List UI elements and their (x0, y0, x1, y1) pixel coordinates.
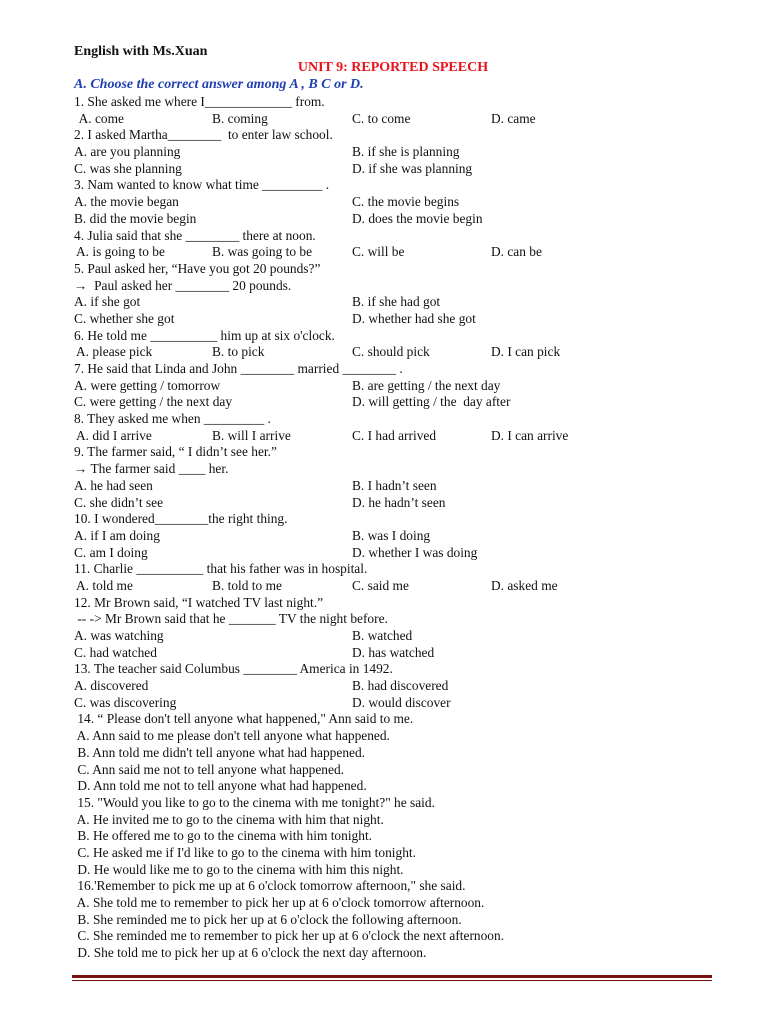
question-line (74, 595, 714, 612)
answer-option: B. I hadn’t seen (352, 477, 437, 493)
answer-option: C. I had arrived (352, 427, 437, 443)
question-text: B. He offered me to go to the cinema with him tonight. (74, 828, 373, 844)
question-line (74, 728, 714, 745)
answer-option: C. had watched (74, 644, 157, 660)
question-text: -- -> Mr Brown said that he _______ TV the night before. (74, 611, 388, 627)
answer-option: C. will be (352, 244, 405, 260)
answer-option: D. whether had she got (352, 310, 476, 326)
question-line (74, 661, 714, 678)
question-text: 2. I asked Martha________ to enter law school. (74, 127, 333, 143)
question-text: 3. Nam wanted to know what time _________ . (74, 177, 330, 193)
answer-option: C. were getting / the next day (74, 394, 233, 410)
question-text: 10. I wondered________the right thing. (74, 511, 288, 527)
answer-option: D. will getting / the day after (352, 394, 511, 410)
section-a-instruction: A. Choose the correct answer among A , B C or D. (74, 77, 364, 92)
answer-option: D. does the movie begin (352, 210, 483, 226)
question-text: A. He invited me to go to the cinema with him that night. (74, 811, 384, 827)
answer-option: C. whether she got (74, 310, 175, 326)
answer-option: A. did I arrive (76, 427, 152, 443)
answer-options-row (74, 211, 714, 228)
answer-option: A. was watching (74, 628, 164, 643)
answer-options-row (74, 528, 714, 545)
answer-option: C. she didn’t see (74, 494, 164, 510)
answer-option: B. if she had got (352, 294, 441, 310)
answer-options-row (74, 194, 714, 211)
answer-option: C. am I doing (74, 544, 148, 560)
answer-option: D. I can arrive (491, 427, 569, 443)
answer-options-row (74, 695, 714, 712)
question-text: A. She told me to remember to pick her up at 6 o'clock tomorrow afternoon. (74, 895, 485, 910)
answer-option: B. to pick (212, 344, 265, 360)
question-line (74, 912, 714, 929)
question-line (74, 511, 714, 528)
answer-option: B. was I doing (352, 527, 431, 543)
answer-option: C. to come (352, 110, 411, 126)
answer-options-row (74, 144, 714, 161)
question-text: 6. He told me __________ him up at six o'clock. (74, 327, 335, 343)
answer-option: B. told to me (212, 577, 282, 593)
answer-option: D. came (491, 110, 536, 126)
footer-rule-thin (72, 980, 712, 981)
answer-option: A. if I am doing (74, 527, 160, 543)
answer-option: A. the movie began (74, 194, 179, 210)
question-line (74, 928, 714, 945)
question-line (74, 945, 714, 962)
question-line (74, 828, 714, 845)
answer-option: A. he had seen (74, 477, 153, 493)
answer-options-row (74, 344, 714, 361)
question-text: 12. Mr Brown said, “I watched TV last night.” (74, 594, 324, 610)
question-line (74, 177, 714, 194)
unit-title: UNIT 9: REPORTED SPEECH (297, 60, 489, 75)
question-line (74, 94, 714, 111)
answer-options-row (74, 294, 714, 311)
question-line (74, 795, 714, 812)
question-text: D. He would like me to go to the cinema with him this night. (74, 861, 404, 877)
answer-option: A. please pick (76, 344, 153, 360)
answer-options-row (74, 111, 714, 128)
answer-option: D. I can pick (491, 344, 561, 360)
author-header: English with Ms.Xuan (74, 44, 208, 59)
question-text: → The farmer said ____ her. (74, 461, 229, 477)
question-line (74, 261, 714, 278)
question-line (74, 561, 714, 578)
answer-options-row (74, 311, 714, 328)
answer-options-row (74, 161, 714, 178)
question-line (74, 278, 714, 295)
question-text: 7. He said that Linda and John ________ married ________ . (74, 361, 403, 376)
question-line (74, 895, 714, 912)
question-line (74, 328, 714, 345)
answer-option: A. were getting / tomorrow (74, 377, 221, 393)
question-text: → Paul asked her ________ 20 pounds. (74, 277, 292, 293)
answer-option: D. would discover (352, 694, 451, 710)
answer-options-row (74, 578, 714, 595)
answer-option: D. has watched (352, 644, 435, 660)
question-text: C. She reminded me to remember to pick her up at 6 o'clock the next afternoon. (74, 928, 505, 944)
question-line (74, 361, 714, 378)
answer-option: A. come (76, 110, 124, 126)
answer-options-row (74, 244, 714, 261)
question-list (74, 94, 714, 962)
answer-option: A. are you planning (74, 144, 181, 160)
question-text: 8. They asked me when _________ . (74, 411, 271, 427)
answer-option: C. said me (352, 577, 409, 593)
answer-options-row (74, 678, 714, 695)
answer-option: B. if she is planning (352, 144, 460, 160)
question-text: 9. The farmer said, “ I didn’t see her.” (74, 444, 277, 460)
answer-options-row (74, 394, 714, 411)
question-line (74, 461, 714, 478)
answer-option: B. was going to be (212, 244, 313, 260)
question-text: 16.'Remember to pick me up at 6 o'clock tomorrow afternoon," she said. (74, 878, 466, 894)
question-text: 4. Julia said that she ________ there at noon. (74, 227, 316, 243)
answer-options-row (74, 645, 714, 662)
question-text: A. Ann said to me please don't tell anyone what happened. (74, 728, 390, 744)
answer-option: C. was discovering (74, 694, 177, 710)
question-text: 1. She asked me where I_____________ from. (74, 94, 325, 109)
question-line (74, 762, 714, 779)
answer-option: D. whether I was doing (352, 544, 478, 560)
question-line (74, 812, 714, 829)
question-line (74, 228, 714, 245)
answer-option: C. was she planning (74, 160, 182, 176)
answer-options-row (74, 378, 714, 395)
answer-options-row (74, 428, 714, 445)
answer-options-row (74, 478, 714, 495)
answer-option: B. are getting / the next day (352, 377, 501, 393)
answer-option: A. if she got (74, 294, 141, 310)
question-text: 14. “ Please don't tell anyone what happened," Ann said to me. (74, 711, 414, 727)
answer-options-row (74, 628, 714, 645)
answer-option: D. if she was planning (352, 160, 473, 176)
answer-options-row (74, 545, 714, 562)
answer-option: B. had discovered (352, 678, 449, 694)
footer-rule (72, 975, 712, 981)
answer-option: A. discovered (74, 678, 149, 694)
answer-option: D. can be (491, 244, 542, 260)
question-text: D. She told me to pick her up at 6 o'clock the next day afternoon. (74, 945, 427, 961)
question-text: C. He asked me if I'd like to go to the cinema with him tonight. (74, 844, 416, 860)
question-text: 15. "Would you like to go to the cinema with me tonight?" he said. (74, 794, 435, 810)
question-line (74, 878, 714, 895)
question-text: D. Ann told me not to tell anyone what had happened. (74, 778, 367, 794)
answer-option: C. the movie begins (352, 194, 460, 210)
question-text: B. She reminded me to pick her up at 6 o'clock the following afternoon. (74, 911, 462, 927)
answer-option: A. told me (76, 577, 133, 593)
question-text: 5. Paul asked her, “Have you got 20 pounds?” (74, 260, 321, 276)
question-line (74, 611, 714, 628)
question-line (74, 127, 714, 144)
answer-option: B. watched (352, 628, 413, 643)
question-line (74, 778, 714, 795)
question-line (74, 444, 714, 461)
question-text: C. Ann said me not to tell anyone what happened. (74, 761, 344, 777)
footer-rule-thick (72, 975, 712, 978)
question-text: 13. The teacher said Columbus ________ America in 1492. (74, 661, 393, 677)
answer-option: B. coming (212, 110, 268, 126)
question-text: B. Ann told me didn't tell anyone what had happened. (74, 744, 365, 760)
question-line (74, 845, 714, 862)
answer-option: B. did the movie begin (74, 210, 197, 226)
answer-option: B. will I arrive (212, 427, 291, 443)
question-line (74, 862, 714, 879)
answer-option: D. asked me (491, 577, 558, 593)
answer-option: D. he hadn’t seen (352, 494, 446, 510)
question-line (74, 711, 714, 728)
answer-options-row (74, 495, 714, 512)
question-text: 11. Charlie __________ that his father was in hospital. (74, 561, 368, 577)
answer-option: C. should pick (352, 344, 430, 360)
question-line (74, 411, 714, 428)
question-line (74, 745, 714, 762)
answer-option: A. is going to be (76, 244, 165, 260)
